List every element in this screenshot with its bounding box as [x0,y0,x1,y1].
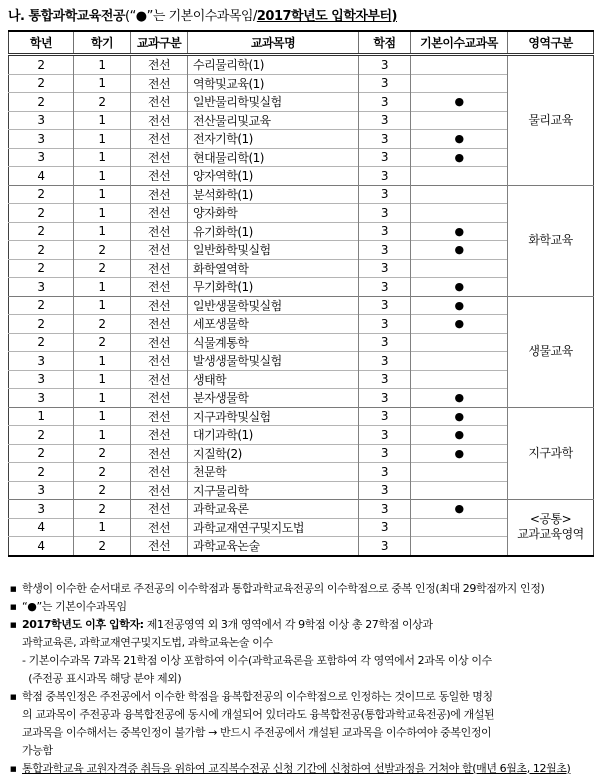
page-title [8,3,593,30]
note-line: 교과목을 이수해서는 중복인정이 불가함 → 반드시 주전공에서 개설된 교과목을 이수하여야 중복인정이 [22,725,492,739]
semester-cell: 1 [74,407,131,426]
grade-cell: 2 [9,463,74,482]
table-row [9,93,594,112]
semester-cell: 1 [74,278,131,297]
table-row [9,481,594,500]
table-row [9,315,594,334]
division-cell: 전선 [131,296,188,315]
table-row [9,426,594,445]
header-basic-course: 기본이수교과목 [411,31,508,55]
division-cell: 전선 [131,370,188,389]
grade-cell: 2 [9,222,74,241]
table-row [9,204,594,223]
semester-cell: 1 [74,111,131,130]
basic-course-marker-cell: ● [411,148,508,167]
credits-cell: 3 [359,278,411,297]
table-row [9,74,594,93]
credits-cell: 3 [359,74,411,93]
course-name-cell: 무기화학(1) [188,278,359,297]
credits-cell: 3 [359,204,411,223]
credits-cell: 3 [359,130,411,149]
division-cell: 전선 [131,481,188,500]
semester-cell: 1 [74,148,131,167]
basic-course-marker-cell [411,463,508,482]
course-name-cell: 유기화학(1) [188,222,359,241]
grade-cell: 1 [9,407,74,426]
credits-cell: 3 [359,352,411,371]
table-row [9,333,594,352]
division-cell: 전선 [131,259,188,278]
credits-cell: 3 [359,518,411,537]
basic-course-marker-cell [411,111,508,130]
note-item [8,616,593,688]
basic-course-marker-cell: ● [411,389,508,408]
semester-cell: 1 [74,167,131,186]
note-line: “●”는 기본이수과목임 [22,599,127,613]
course-name-cell: 일반물리학및실험 [188,93,359,112]
note-bold-prefix: 2017학년도 이후 입학자: [22,617,144,631]
semester-cell: 2 [74,241,131,260]
division-cell: 전선 [131,55,188,75]
notes-section [8,580,593,778]
grade-cell: 2 [37,57,45,72]
note-item [8,580,593,598]
grade-cell: 3 [9,130,74,149]
basic-course-marker-cell [411,167,508,186]
division-cell: 전선 [131,407,188,426]
course-name-cell: 일반생물학및실험 [188,296,359,315]
division-cell: 전선 [131,167,188,186]
semester-cell: 2 [74,481,131,500]
header-area: 영역구분 [508,31,594,55]
basic-course-marker-cell: ● [411,296,508,315]
course-name-cell: 지구물리학 [188,481,359,500]
table-row [9,222,594,241]
division-cell: 전선 [131,537,188,556]
division-cell: 전선 [131,352,188,371]
area-group-cell: <공통> 교과교육영역 [508,500,594,556]
basic-course-marker-cell: ● [411,444,508,463]
semester-cell: 2 [74,500,131,519]
credits-cell: 3 [359,296,411,315]
basic-course-marker-cell: ● [411,426,508,445]
grade-cell: 2 [9,296,74,315]
table-header-row [9,31,594,55]
semester-cell: 1 [74,370,131,389]
note-content [22,616,593,688]
credits-cell: 3 [359,222,411,241]
semester-cell: 2 [74,444,131,463]
note-line: 통합과학교육 교원자격증 취득을 위하여 교직복수전공 신청 기간에 신청하여 선발과정을 거쳐야 함(매년 6월초, 12월초) [22,761,571,775]
table-row [9,185,594,204]
credits-cell: 3 [359,241,411,260]
division-cell: 전선 [131,93,188,112]
area-group-cell: 물리교육 [508,55,594,186]
table-row [9,407,594,426]
semester-cell: 1 [74,74,131,93]
course-name-cell: 지구과학및실험 [188,407,359,426]
division-cell: 전선 [131,389,188,408]
course-name-cell: 식물계통학 [188,333,359,352]
grade-cell: 2 [9,74,74,93]
division-cell: 전선 [131,444,188,463]
bullet-icon: ■ [10,692,17,701]
grade-cell: 4 [9,167,74,186]
course-name-cell: 천문학 [188,463,359,482]
basic-course-marker-cell [411,259,508,278]
table-row [9,111,594,130]
note-line: 학점 중복인정은 주전공에서 이수한 학점을 융복합전공의 이수학점으로 인정하는 것이므로 동일한 명칭 [22,689,493,703]
semester-cell: 2 [74,93,131,112]
division-cell: 전선 [131,333,188,352]
credits-cell: 3 [359,444,411,463]
grade-cell: 4 [9,518,74,537]
note-item [8,760,593,778]
title-admission-year: 2017학년도 입학자부터) [256,9,397,24]
table-row [9,389,594,408]
semester-cell: 1 [74,426,131,445]
grade-cell: 3 [9,352,74,371]
semester-cell: 1 [74,296,131,315]
course-name-cell: 대기과학(1) [188,426,359,445]
basic-course-marker-cell [411,333,508,352]
title-legend-note: (“●”는 기본이수과목임/ [125,9,257,24]
basic-course-marker-cell: ● [411,93,508,112]
course-name-cell: 전자기학(1) [188,130,359,149]
table-row [9,259,594,278]
header-grade: 학년 [9,31,74,55]
semester-cell: 1 [74,130,131,149]
credits-cell: 3 [359,185,411,204]
note-line: 의 교과목이 주전공과 융복합전공에 동시에 개설되어 있더라도 융복합전공(통합과학교육전공)에 개설된 [22,707,495,721]
course-name-cell: 과학교육논술 [188,537,359,556]
course-name-cell: 수리물리학(1) [188,55,359,75]
division-cell: 전선 [131,241,188,260]
course-table [8,30,594,557]
header-credits: 학점 [359,31,411,55]
credits-cell: 3 [359,93,411,112]
credits-cell: 3 [359,259,411,278]
division-cell: 전선 [131,148,188,167]
area-group-cell: 지구과학 [508,407,594,500]
division-cell: 전선 [131,111,188,130]
semester-cell: 1 [74,389,131,408]
table-row [9,130,594,149]
semester-cell: 1 [74,55,131,75]
bullet-icon: ■ [10,602,17,611]
grade-cell: 3 [9,278,74,297]
table-row [9,241,594,260]
header-course-name: 교과목명 [188,31,359,55]
table-row [9,518,594,537]
area-group-cell: 생물교육 [508,296,594,407]
course-name-cell: 분석화학(1) [188,185,359,204]
course-name-cell: 역학및교육(1) [188,74,359,93]
note-line: (주전공 표시과목 해당 분야 제외) [22,671,182,685]
note-line: 2017학년도 이후 입학자: 제1전공영역 외 3개 영역에서 각 9학점 이상 총 27학점 이상과 [22,617,433,631]
credits-cell: 3 [359,370,411,389]
basic-course-marker-cell [411,55,508,75]
grade-cell: 2 [9,204,74,223]
grade-cell: 2 [9,426,74,445]
credits-cell: 3 [359,111,411,130]
division-cell: 전선 [131,315,188,334]
table-row [9,463,594,482]
semester-cell: 2 [74,259,131,278]
division-cell: 전선 [131,74,188,93]
division-cell: 전선 [131,222,188,241]
grade-cell: 2 [9,93,74,112]
semester-cell: 2 [74,315,131,334]
credits-cell: 3 [359,148,411,167]
grade-cell: 2 [9,259,74,278]
header-division: 교과구분 [131,31,188,55]
basic-course-marker-cell: ● [411,278,508,297]
credits-cell: 3 [359,167,411,186]
grade-cell: 2 [9,241,74,260]
division-cell: 전선 [131,185,188,204]
basic-course-marker-cell: ● [411,315,508,334]
note-item [8,688,593,760]
note-content [22,688,593,760]
note-content [22,760,593,778]
semester-cell: 1 [74,185,131,204]
note-line: 가능함 [22,743,53,757]
division-cell: 전선 [131,463,188,482]
credits-cell: 3 [359,426,411,445]
course-name-cell: 전산물리및교육 [188,111,359,130]
title-section-label: 나. 통합과학교육전공 [8,9,125,24]
grade-cell: 3 [9,389,74,408]
note-content [22,598,593,616]
note-content [22,580,593,598]
grade-cell: 2 [9,333,74,352]
basic-course-marker-cell [411,370,508,389]
course-name-cell: 생태학 [188,370,359,389]
course-name-cell: 현대물리학(1) [188,148,359,167]
grade-cell: 2 [9,444,74,463]
credits-cell: 3 [359,407,411,426]
basic-course-marker-cell [411,74,508,93]
semester-cell: 1 [74,222,131,241]
area-group-cell: 화학교육 [508,185,594,296]
course-name-cell: 지질학(2) [188,444,359,463]
table-row [9,55,594,75]
credits-cell: 3 [359,315,411,334]
grade-cell: 3 [9,500,74,519]
division-cell: 전선 [131,426,188,445]
course-name-cell: 일반화학및실험 [188,241,359,260]
grade-cell: 3 [9,370,74,389]
basic-course-marker-cell [411,204,508,223]
basic-course-marker-cell: ● [411,500,508,519]
course-name-cell: 화학열역학 [188,259,359,278]
table-row [9,370,594,389]
course-name-cell: 양자역학(1) [188,167,359,186]
credits-cell: 3 [359,463,411,482]
semester-cell: 2 [74,537,131,556]
note-item [8,598,593,616]
basic-course-marker-cell: ● [411,241,508,260]
course-name-cell: 과학교재연구및지도법 [188,518,359,537]
grade-cell: 3 [9,111,74,130]
basic-course-marker-cell [411,185,508,204]
grade-cell: 4 [9,537,74,556]
basic-course-marker-cell: ● [411,222,508,241]
course-name-cell: 세포생물학 [188,315,359,334]
table-row [9,278,594,297]
semester-cell: 1 [74,204,131,223]
table-row [9,296,594,315]
basic-course-marker-cell [411,352,508,371]
table-row [9,167,594,186]
division-cell: 전선 [131,278,188,297]
basic-course-marker-cell [411,537,508,556]
grade-cell: 3 [9,481,74,500]
course-name-cell: 발생생물학및실험 [188,352,359,371]
note-line: 과학교육론, 과학교재연구및지도법, 과학교육논술 이수 [22,635,273,649]
division-cell: 전선 [131,518,188,537]
credits-cell: 3 [359,481,411,500]
table-row [9,148,594,167]
basic-course-marker-cell [411,481,508,500]
grade-cell: 2 [9,315,74,334]
bullet-icon: ■ [10,620,17,629]
table-row [9,444,594,463]
basic-course-marker-cell: ● [411,130,508,149]
credits-cell: 3 [359,537,411,556]
basic-course-marker-cell: ● [411,407,508,426]
table-row [9,500,594,519]
grade-cell: 3 [9,148,74,167]
semester-cell: 2 [74,333,131,352]
division-cell: 전선 [131,204,188,223]
course-name-cell: 과학교육론 [188,500,359,519]
semester-cell: 2 [74,463,131,482]
basic-course-marker-cell [411,518,508,537]
note-line: 학생이 이수한 순서대로 주전공의 이수학점과 통합과학교육전공의 이수학점으로 중복 인정(최대 29학점까지 인정) [22,581,545,595]
course-name-cell: 분자생물학 [188,389,359,408]
credits-cell: 3 [359,500,411,519]
semester-cell: 1 [74,352,131,371]
header-semester: 학기 [74,31,131,55]
division-cell: 전선 [131,130,188,149]
division-cell: 전선 [131,500,188,519]
credits-cell: 3 [359,55,411,75]
grade-cell: 2 [9,185,74,204]
credits-cell: 3 [359,389,411,408]
table-row [9,537,594,556]
note-line: - 기본이수과목 7과목 21학점 이상 포함하여 이수(과학교육론을 포함하여 각 영역에서 2과목 이상 이수 [22,653,492,667]
credits-cell: 3 [359,333,411,352]
course-name-cell: 양자화학 [188,204,359,223]
bullet-icon: ■ [10,584,17,593]
table-row [9,352,594,371]
bullet-icon: ■ [10,764,17,773]
semester-cell: 1 [74,518,131,537]
